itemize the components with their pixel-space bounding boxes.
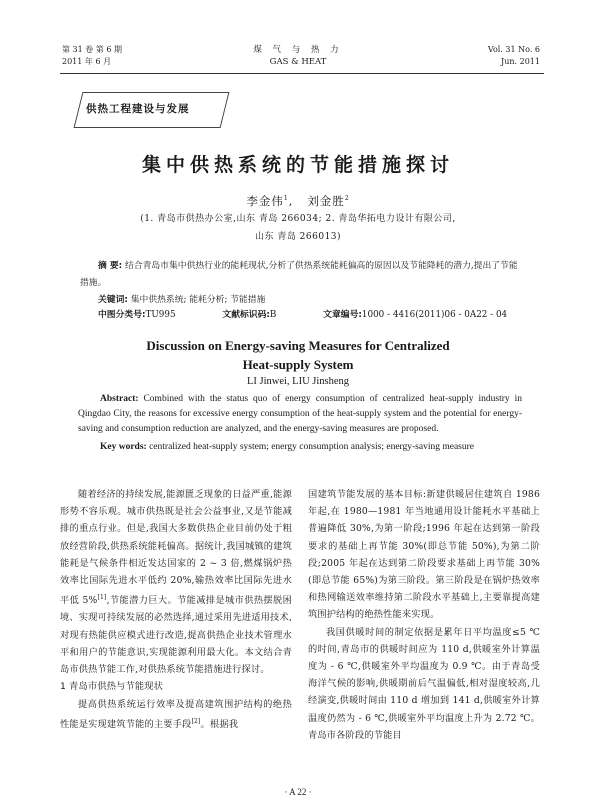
abstract-cn [80, 258, 520, 292]
intro-text: 随着经济的持续发展,能源匮乏现象的日益严重,能源形势不容乐观。城市供热既是社会公益事业,又是节能减排的重点行业。但是,我国大多数供热企业目前仍处于粗放经营阶段,供热系统能耗偏高。据统计,我国城镇的建筑能耗是气候条件相近发达国家的 2 ~ 3 倍,燃煤锅炉热效率比国际先进水平低约 20%,输热效率比国际先进水平低 5% [60, 489, 292, 607]
authors-en: LI Jinwei, LIU Jinsheng [246, 376, 350, 387]
body-column-left [60, 486, 292, 733]
journal-name-cn: 煤 气 与 热 力 [253, 45, 343, 55]
affiliation-line-2: 山东 青岛 266013) [254, 232, 342, 242]
author-1-name: 李金伟 [246, 194, 284, 208]
paper-title-en [0, 336, 596, 374]
article-no-label: 文章编号: [323, 310, 362, 320]
keywords-en-label: Key words: [100, 442, 147, 452]
journal-date-line-en: Jun. 2011 [501, 57, 540, 66]
section-1-heading: 1 青岛市供热与节能现状 [60, 681, 164, 693]
intro-text-tail: ,节能潜力巨大。节能减排是城市供热摆脱困境、实现可持续发展的必然选择,通过采用先进适用技术,对现有热能供应模式进行改造,提高供热企业技术管理水平和用户的节能意识,实现能源利用最大化。本文结合青岛市供热节能工作,对供热系统节能措施进行探讨。 [60, 595, 293, 676]
abstract-en-label: Abstract: [100, 394, 139, 404]
keywords-cn-text: 集中供热系统; 能耗分析; 节能措施 [130, 295, 266, 305]
abstract-en [78, 392, 522, 438]
author-2-name: 刘金胜 [307, 194, 345, 208]
keywords-cn-label: 关键词: [98, 295, 128, 305]
affiliation-line-1: (1. 青岛市供热办公室,山东 青岛 266034; 2. 青岛华拓电力设计有限公司, [140, 214, 456, 224]
author-1-affil-mark: 1 [283, 195, 289, 203]
section-1-text-tail: 。根据我 [200, 718, 239, 730]
doc-code-label: 文献标识码: [222, 310, 270, 320]
continued-paragraph: 国建筑节能发展的基本目标:新建供暖居住建筑自 1986 年起,在 1980—1981 年当地通用设计能耗水平基础上普遍降低 30%,为第一阶段;1996 年起在达到第一阶段要求的基础上再节能 30%(即总节能 50%),为第二阶段;2005 年起在达到第二阶段要求基础上再节能 30%(即总节能 65%)为第三阶段。第三阶段是在锅炉热效率和热网输送效率维持第二阶段水平基础上,主要靠提高建筑围护结构的绝热性能来实现。 [308, 489, 540, 621]
keywords-en [78, 440, 522, 455]
article-no-value: 1000 - 4416(2011)06 - 0A22 - 04 [361, 310, 508, 320]
section-1-text: 提高供热系统运行效率及提高建筑围护结构的绝热性能是实现建筑节能的主要手段 [60, 698, 292, 730]
classification-line [98, 308, 551, 322]
keywords-en-text: centralized heat-supply system; energy consumption analysis; energy-saving measure [146, 442, 475, 452]
page-number: · A 22 · [284, 787, 312, 797]
heating-period-paragraph: 我国供暖时间的制定依据是累年日平均温度≤5 ℃的时间,青岛市的供暖时间应为 110 d,供暖室外计算温度为 - 6 ℃,供暖室外平均温度为 0.9 ℃。由于青岛受海洋气候的影响,供暖期前后气温偏低,相对湿度较高,几经演变,供暖时间由 110 d 增加到 141 d,供暖室外计算温度仍然为 - 6 ℃,供暖室外平均温度上升为 2.72 ℃。青岛市各阶段的节能目 [308, 626, 540, 741]
affiliations-cn [0, 210, 596, 246]
abstract-cn-label: 摘 要: [98, 261, 123, 271]
authors-cn: 李金伟$^1$, 刘金胜$^2$ [246, 194, 350, 208]
journal-name-en: GAS & HEAT [269, 57, 327, 67]
body-column-right [308, 486, 540, 744]
paper-title-en-line-2: Heat-supply System [242, 357, 354, 372]
journal-volume-line-en: Vol. 31 No. 6 [487, 45, 540, 54]
citation-1: [1] [97, 594, 107, 602]
journal-volume-info-en [488, 44, 540, 68]
paper-title-en-line-1: Discussion on Energy-saving Measures for Centralized [146, 338, 450, 353]
intro-paragraph [60, 486, 292, 678]
clc-label: 中图分类号: [98, 310, 146, 320]
header-rule [60, 73, 544, 74]
abstract-en-text: Combined with the status quo of energy consumption of centralized heat-supply industry in Qingdao City, the reasons for excessive energy consumption of the heat-supply system and the potential for energy-saving and consumption reduction are analyzed, and the energy-saving measures are proposed. [78, 394, 522, 435]
clc-value: TU995 [145, 310, 176, 320]
doc-code-value: B [269, 310, 277, 320]
journal-volume-line: 第 31 卷 第 6 期 [62, 45, 122, 54]
section-1-paragraph [60, 696, 292, 733]
section-banner-label: 供热工程建设与发展 [86, 103, 190, 115]
paper-title-cn: 集中供热系统的节能措施探讨 [141, 154, 454, 176]
abstract-cn-text: 结合青岛市集中供热行业的能耗现状,分析了供热系统能耗偏高的原因以及节能降耗的潜力,提出了节能措施。 [80, 261, 518, 288]
citation-2: [2] [191, 717, 201, 725]
journal-date-line: 2011 年 6 月 [62, 57, 112, 66]
keywords-cn [98, 293, 265, 307]
author-2-affil-mark: 2 [344, 195, 350, 203]
